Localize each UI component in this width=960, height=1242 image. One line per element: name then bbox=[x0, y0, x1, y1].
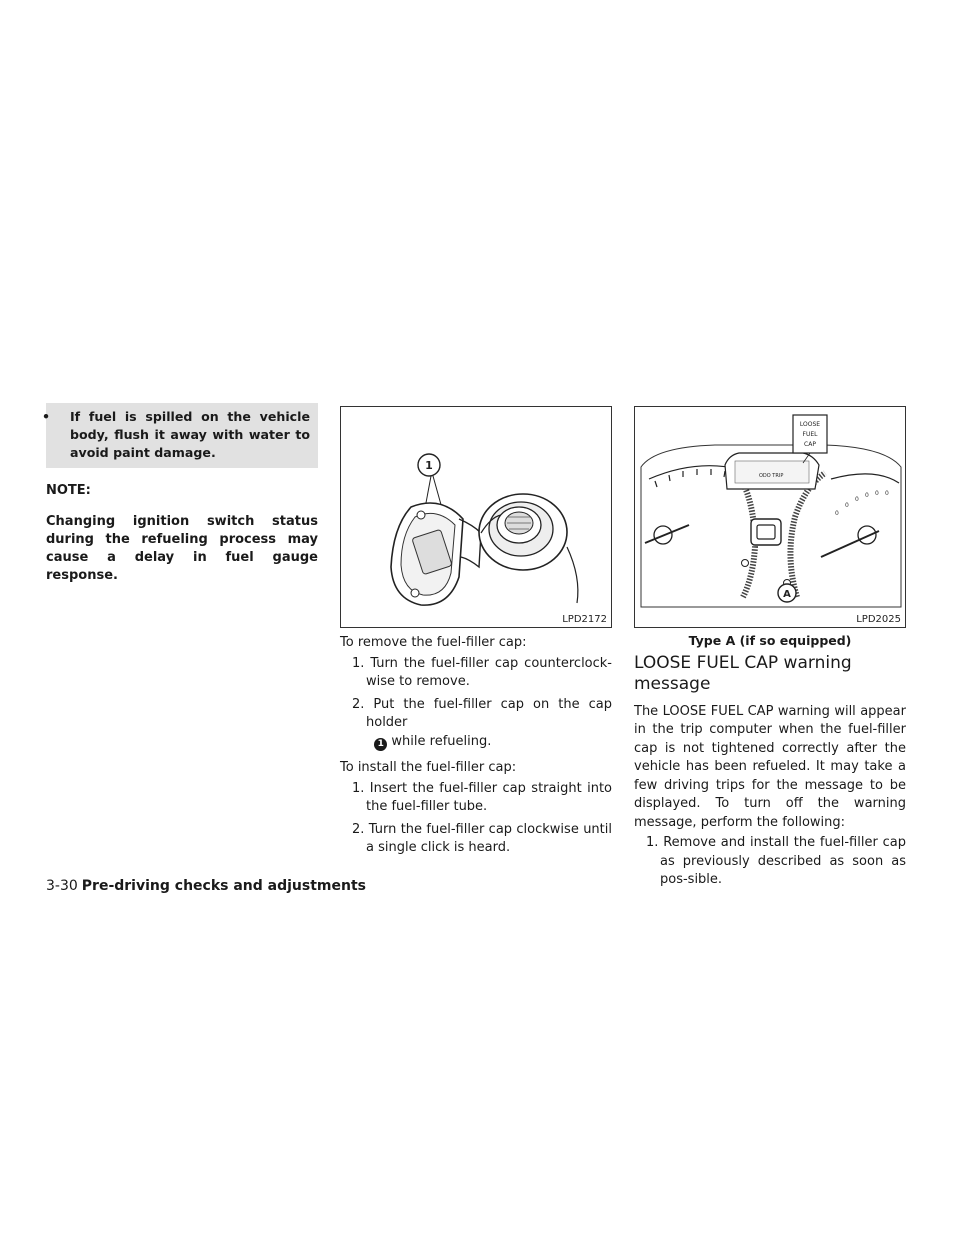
remove-step-2 bbox=[340, 696, 612, 752]
svg-text:0: 0 bbox=[875, 490, 879, 497]
fuel-door-illustration bbox=[341, 407, 611, 627]
ref-circle-1-icon: 1 bbox=[374, 738, 387, 751]
display-line-1: LOOSE bbox=[799, 421, 821, 428]
install-step-1: 1. Insert the fuel-filler cap straight into the fuel-filler tube. bbox=[352, 780, 612, 814]
page-number: 3-30 bbox=[46, 878, 78, 894]
fig2-callout-label: A bbox=[783, 589, 791, 600]
fig2-code: LPD2025 bbox=[856, 614, 901, 625]
warning-callout bbox=[42, 403, 318, 468]
display-line-2: FUEL bbox=[802, 431, 818, 438]
svg-text:0: 0 bbox=[835, 510, 839, 517]
note-heading: NOTE: bbox=[46, 483, 91, 498]
install-step-2: 2. Turn the fuel-filler cap clockwise until a single click is heard. bbox=[352, 821, 612, 855]
note-body: Changing ignition switch status during the refueling process may cause a delay in fuel gauge response. bbox=[46, 513, 318, 583]
warning-text: If fuel is spilled on the vehicle body, flush it away with water to avoid paint damage. bbox=[70, 409, 310, 460]
svg-text:0: 0 bbox=[865, 492, 869, 499]
fig2-caption: Type A (if so equipped) bbox=[688, 633, 852, 648]
cluster-figure bbox=[634, 406, 906, 628]
section-heading: LOOSE FUEL CAP warning message bbox=[634, 652, 852, 694]
odo-label: ODO TRIP bbox=[759, 473, 784, 479]
fig1-callout-label: 1 bbox=[425, 459, 433, 472]
section-title: Pre-driving checks and adjustments bbox=[81, 878, 366, 894]
instrument-cluster-illustration bbox=[635, 407, 905, 627]
bullet-icon: • bbox=[42, 409, 51, 424]
remove-step-2-tail: while refueling. bbox=[391, 733, 492, 749]
warning-description: The LOOSE FUEL CAP warning will appear in the trip computer when the fuel-filler cap is not tightened correctly after the vehicle has been refueled. It may take a few driving trips for the message to be displayed. To turn off the warning message, perform the following: bbox=[634, 703, 906, 830]
turn-off-step-1: 1. Remove and install the fuel-filler cap as previously described as soon as pos-sible. bbox=[646, 835, 906, 887]
left-column bbox=[42, 403, 318, 585]
fuel-cap-figure bbox=[340, 406, 612, 628]
middle-column bbox=[340, 406, 612, 858]
display-line-3: CAP bbox=[804, 441, 816, 448]
remove-step-1: 1. Turn the fuel-filler cap counterclock-wise to remove. bbox=[352, 655, 612, 689]
remove-intro: To remove the fuel-filler cap: bbox=[340, 635, 527, 650]
remove-step-2-text: 2. Put the fuel-filler cap on the cap holder bbox=[352, 696, 612, 730]
svg-text:0: 0 bbox=[885, 490, 889, 497]
right-column bbox=[634, 406, 906, 890]
fig1-code: LPD2172 bbox=[562, 614, 607, 625]
page-footer bbox=[46, 877, 366, 895]
svg-text:0: 0 bbox=[845, 502, 849, 509]
install-intro: To install the fuel-filler cap: bbox=[340, 760, 517, 775]
svg-text:0: 0 bbox=[855, 496, 859, 503]
